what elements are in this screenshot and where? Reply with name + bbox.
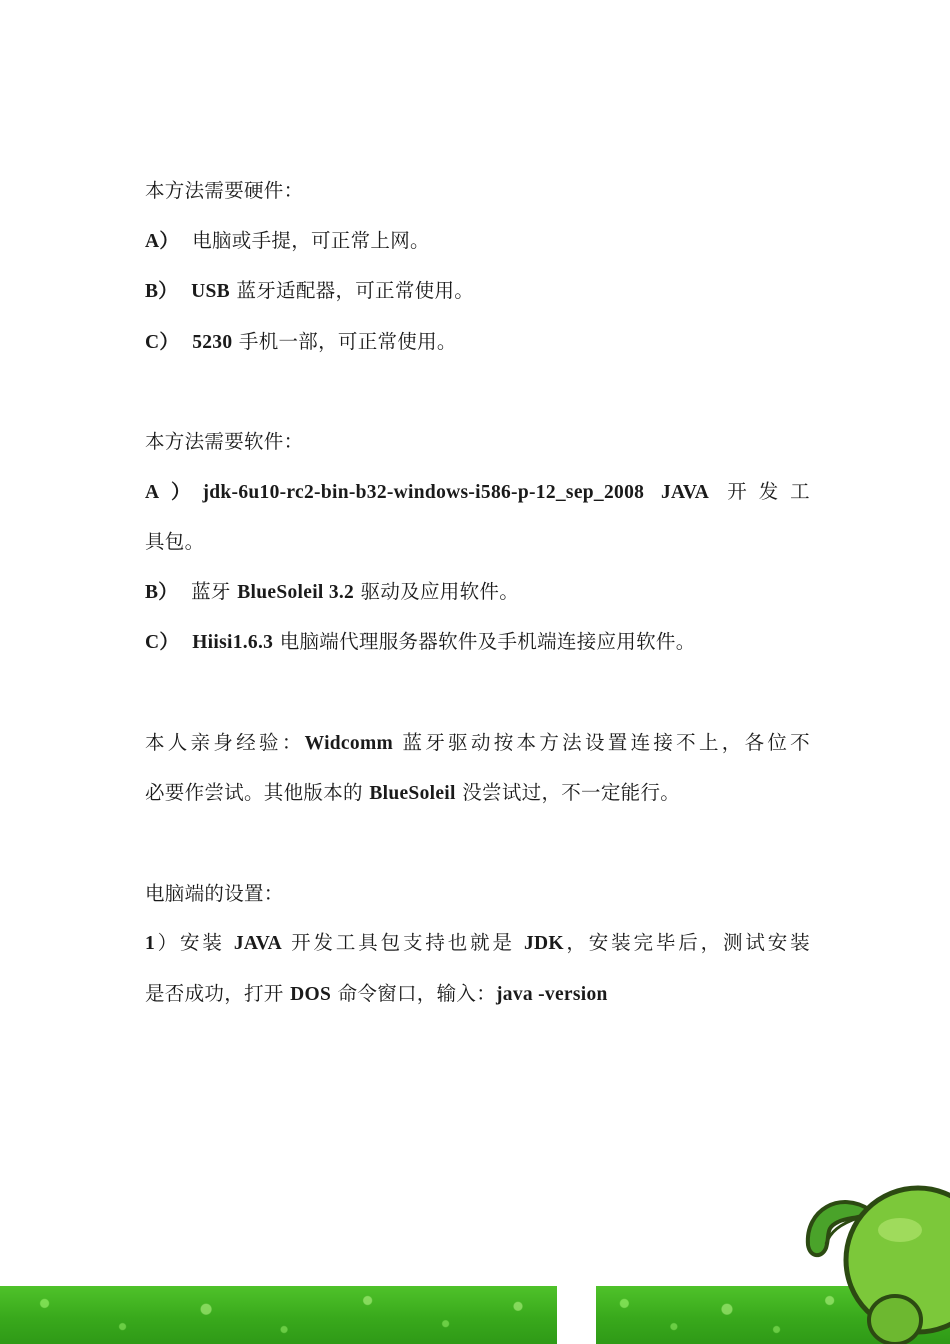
hardware-item-c: [145, 317, 810, 368]
pc-setup-step1-dos: DOS: [290, 983, 332, 1005]
pc-setup-step1-c: ，安装完毕后，测试安装: [563, 931, 810, 954]
software-item-c-bold: Hiisi1.6.3: [192, 632, 274, 653]
software-item-a-text: 开发工: [709, 479, 810, 503]
hardware-item-c-bold: 5230: [192, 331, 233, 353]
software-item-c: [145, 617, 810, 668]
hardware-item-a-text: 电脑或手提，可正常上网。: [192, 228, 430, 252]
hardware-item-a: [145, 216, 810, 267]
experience-line2-bold: BlueSoleil: [369, 783, 456, 804]
pc-setup-step1-d: 是否成功，打开: [145, 981, 291, 1005]
software-item-a-line1: [145, 467, 810, 518]
pc-setup-step1-e: 命令窗口，输入：: [331, 981, 497, 1005]
document-body: [145, 166, 810, 1019]
hardware-item-c-text: 手机一部，可正常使用。: [232, 329, 457, 353]
hardware-item-c-label: C）: [145, 331, 180, 353]
software-item-b-post: 驱动及应用软件。: [354, 579, 520, 603]
software-item-b: [145, 567, 810, 618]
software-item-a-bold: A）jdk-6u10-rc2-bin-b32-windows-i586-p-12_sep_2008 JAVA: [145, 481, 710, 503]
software-item-c-post: 电脑端代理服务器软件及手机端连接应用软件。: [273, 630, 696, 653]
software-item-b-bold: BlueSoleil 3.2: [237, 581, 355, 603]
pea-shooter-icon: [800, 1180, 950, 1344]
hardware-heading: 本方法需要硬件：: [145, 179, 304, 202]
software-item-b-pre: 蓝牙: [191, 579, 238, 603]
experience-line2-pre: 必要作尝试。其他版本的: [145, 781, 370, 804]
hardware-item-b: [145, 266, 810, 317]
software-heading: 本方法需要软件：: [145, 430, 304, 453]
hardware-item-a-label: A）: [145, 230, 180, 252]
software-item-b-label: B）: [145, 581, 179, 603]
experience-line1-post: 蓝牙驱动按本方法设置连接不上，各位不: [393, 730, 810, 754]
pc-setup-step1-a: ）安装: [155, 931, 234, 954]
pc-setup-heading: 电脑端的设置：: [145, 881, 284, 905]
software-item-c-label: C）: [145, 632, 180, 653]
experience-line1-bold: Widcomm: [304, 732, 394, 754]
grass-banner-left: [0, 1286, 557, 1344]
experience-line1-pre: 本人亲身经验：: [145, 730, 305, 754]
pc-setup-step1-java: JAVA: [233, 933, 283, 954]
section-spacer: [145, 819, 810, 869]
section-spacer: [145, 668, 810, 718]
hardware-item-b-bold: USB: [191, 281, 230, 302]
pc-setup-step1-b: 开发工具包支持也就是: [282, 931, 524, 954]
experience-line2: [145, 768, 810, 819]
software-item-a-line2: 具包。: [145, 530, 205, 553]
section-spacer: [145, 367, 810, 417]
pc-setup-step1-jdk: JDK: [523, 933, 564, 954]
pc-setup-step1-line2: [145, 969, 810, 1020]
pc-setup-step1-num: 1: [145, 933, 156, 954]
hardware-item-b-label: B）: [145, 281, 179, 302]
pc-setup-step1-cmd: java -version: [496, 983, 608, 1005]
experience-line2-post: 没尝试过，不一定能行。: [455, 781, 681, 804]
experience-line1: [145, 718, 810, 769]
pc-setup-step1-line1: [145, 918, 810, 969]
hardware-item-b-text: 蓝牙适配器，可正常使用。: [229, 279, 475, 302]
